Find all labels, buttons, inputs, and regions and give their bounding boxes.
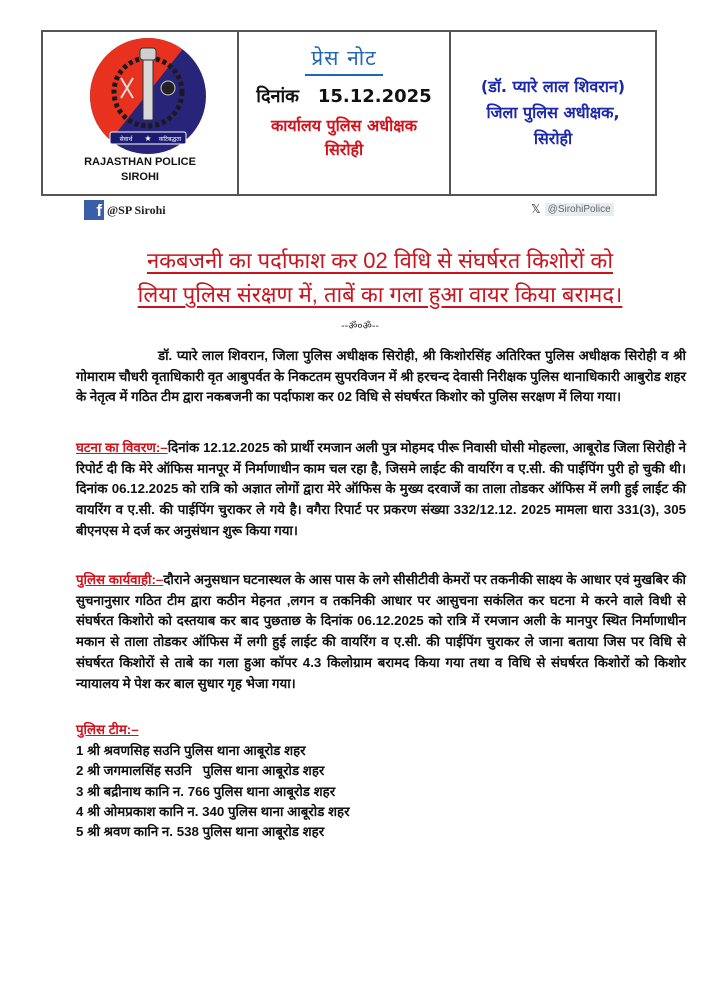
- headline-line1: नकबजनी का पर्दाफाश कर 02 विधि से संघर्षरत किशोरों को: [146, 248, 614, 273]
- svg-text:★: ★: [144, 134, 152, 143]
- team-member: 5 श्री श्रवण कानि न. 538 पुलिस थाना आबूरोड शहर: [76, 824, 325, 840]
- incident-paragraph: [76, 438, 686, 542]
- logo-motto-left: सेवार्थ: [119, 136, 133, 143]
- sp-designation: जिला पुलिस अधीक्षक,: [486, 103, 620, 122]
- x-icon: 𝕏: [531, 202, 541, 216]
- x-handle: @SirohiPolice: [545, 203, 614, 216]
- incident-label: घटना का विवरण:–: [76, 440, 168, 455]
- facebook-handle: @SP Sirohi: [107, 202, 166, 217]
- headline-line2: लिया पुलिस संरक्षण में, ताबें का गला हुआ वायर किया बरामद।: [137, 282, 623, 307]
- action-label: पुलिस कार्यवाही:–: [76, 572, 164, 587]
- sp-signature-cell: [451, 32, 655, 194]
- letterhead-table: [41, 30, 657, 196]
- date-value: 15.12.2025: [317, 86, 432, 107]
- sp-place: सिरोही: [533, 129, 573, 148]
- team-member: 4 श्री ओमप्रकाश कानि न. 340 पुलिस थाना आबूरोड शहर: [76, 803, 350, 819]
- action-text: दौराने अनुसधान घटनास्थल के आस पास के लगे सीसीटीवी केमरों पर तकनीकी साक्ष्य के आधार एवं मुखबिर की सुचनानुसार गठित टीम द्वारा कठीन मेहनत ,लगन व तकनिकी आधार पर आसुचना सकंलित कर घटना मे करने वाले विधी से संघर्षरत किशोरो को दस्तयाब कर बाद पुछताछ के दिनांक 06.12.2025 को रात्रि में रमजान अली के मानपुर स्थित निर्माणाधीन मकान से ताला तोडकर ऑफिस में लगी हुई लाईट की वायरिंग व ए.सी. की पाईपिंग चुराकर ले जाना बताया जिस पर विधि से संघर्षरत किशोरों से ताबे का गला हुआ कॉपर 4.3 किलोग्राम बरामद किया गया तथा व विधि से संघर्षरत किशोरों को किशोर न्यायालय मे पेश कर बाल सुधार गृह भेजा गया।: [76, 572, 687, 691]
- logo-caption-line1: RAJASTHAN POLICE: [84, 156, 196, 168]
- logo-motto-right: कटिबद्धता: [158, 136, 182, 143]
- action-paragraph: [76, 570, 686, 694]
- facebook-icon: f: [84, 200, 104, 220]
- intro-paragraph: डॉ. प्यारे लाल शिवरान, जिला पुलिस अधीक्षक सिरोही, श्री किशोरसिंह अतिरिक्त पुलिस अधीक्षक सिरोही व श्री गोमाराम चौधरी वृताधिकारी वृत आबुपर्वत के निकटतम सुपरविजन में श्री हरचन्द देवासी निरीक्षक पुलिस थानाधिकारी आबुरोड शहर के नेतृत्व में गठित टीम द्वारा नकबजनी का पर्दाफाश कर 02 विधि से संघर्षरत किशोर को पुलिस सरक्षण में लिया गया।: [76, 348, 686, 405]
- office-name: [239, 114, 449, 162]
- office-line1: कार्यालय पुलिस अधीक्षक: [271, 116, 417, 135]
- team-member: 1 श्री श्रवणसिह सउनि पुलिस थाना आबूरोड शहर: [76, 743, 306, 758]
- incident-text: दिनांक 12.12.2025 को प्रार्थी रमजान अली पुत्र मोहमद पीरू निवासी घोसी मोहल्ला, आबूरोड जिला सिरोही ने रिपोर्ट दी कि मेरे ऑफिस मानपूर में निर्माणाधीन काम चल रहा है, जिसमे लाईट की वायरिंग व ए.सी. की पाईपिंग पुरी हो चुकी थी। दिनांक 06.12.2025 को रात्रि को अज्ञात लोगों द्वारा मेरे ऑफिस के मुख्य दरवाजें का ताला तोडकर ऑफिस में लगी हुई लाईट की वायरिंग व ए.सी. की पाईपिंग चुराकर ले गये है। वगैरा रिपार्ट पर प्रकरण संख्या 332/12.12. 2025 मामला धारा 331(3), 305 बीएनएस मे दर्ज कर अनुसंधान शुरू किया गया।: [76, 440, 686, 538]
- team-heading: पुलिस टीम:–: [76, 722, 139, 737]
- team-member: 3 श्री बद्रीनाथ कानि न. 766 पुलिस थाना आबूरोड शहर: [76, 783, 336, 799]
- logo-cell: [43, 32, 239, 194]
- facebook-handle-link[interactable]: [84, 200, 166, 220]
- team-member: 2 श्री जगमालसिंह सउनि पुलिस थाना आबूरोड शहर: [76, 763, 325, 779]
- team-list: [76, 741, 350, 842]
- office-line2: सिरोही: [324, 140, 364, 159]
- rajasthan-police-emblem-icon: [88, 36, 208, 156]
- sp-name: (डॉ. प्यारे लाल शिवरान): [480, 77, 626, 96]
- headline: [80, 244, 680, 312]
- press-note-cell: [239, 32, 451, 194]
- press-note-title: प्रेस नोट: [305, 44, 383, 76]
- ornament-divider: --ॐ०ॐ--: [341, 321, 379, 332]
- logo-caption-line2: SIROHI: [121, 171, 159, 183]
- x-handle-link[interactable]: [531, 202, 614, 216]
- date-label: दिनांक: [256, 86, 299, 107]
- press-note-date: [239, 84, 449, 108]
